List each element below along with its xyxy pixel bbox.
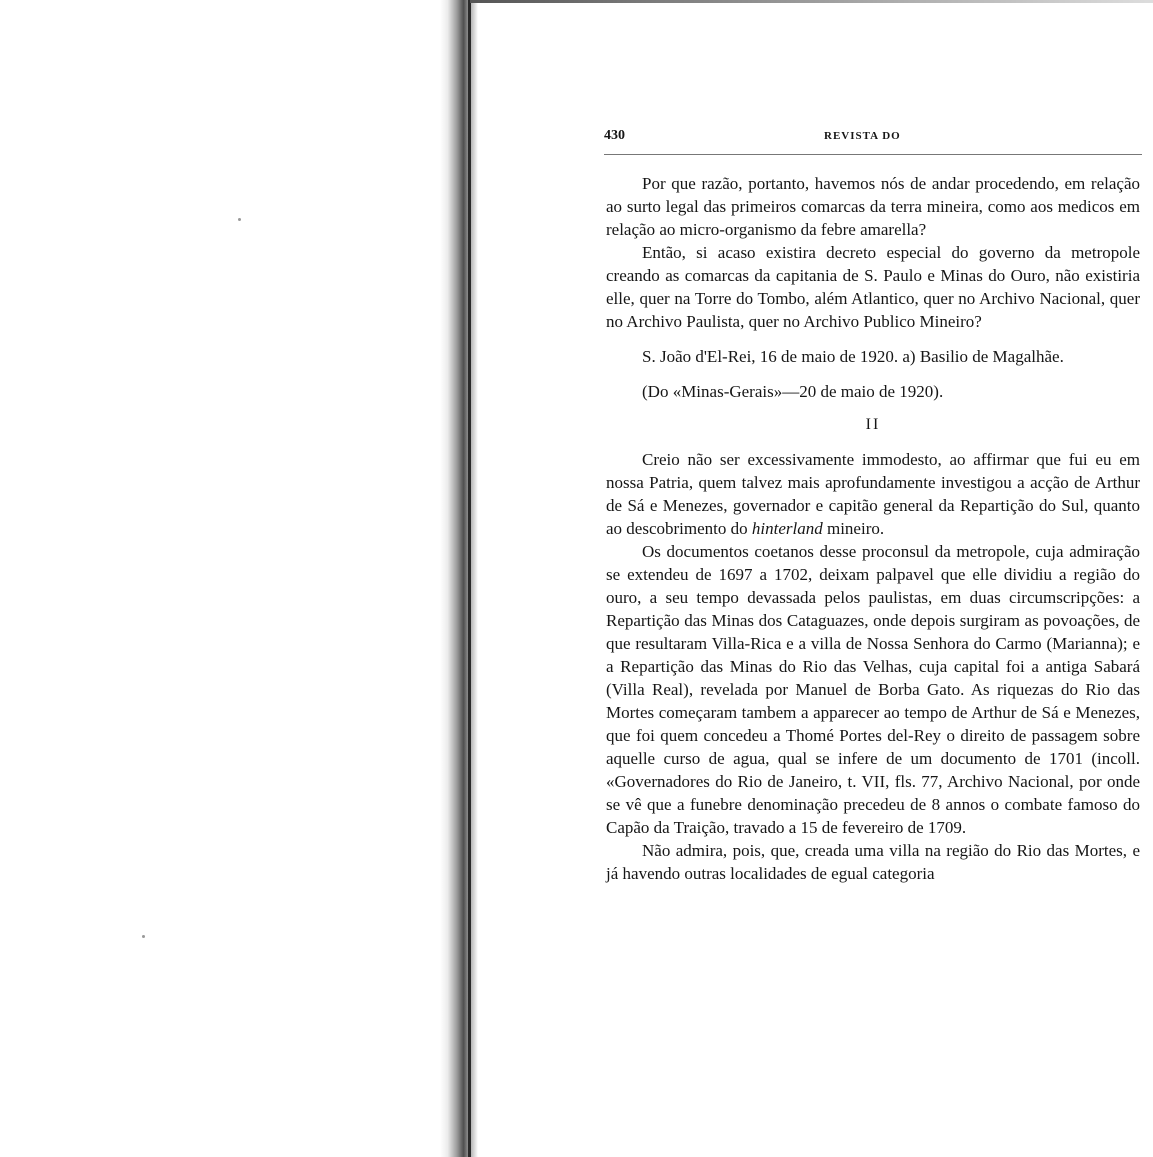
paragraph-documentos: Os documentos coetanos desse proconsul da metropole, cuja admiração se extendeu de 1697 a 1702, deixam palpavel que elle dividiu a região do ouro, a seu tempo devassada pelos paulistas, em duas circumscripções: a Repartição das Minas dos Cataguazes, onde depois surgiram as povoações, de que resultaram Villa-Rica e a villa de Nossa Senhora do Carmo (Marianna); e a Repartição das Minas do Rio das Velhas, cuja capital foi a antiga Sabará (Villa Real), revelada por Manuel de Borba Gato. As riquezas do Rio das Mortes começaram tambem a apparecer ao tempo de Arthur de Sá e Menezes, que foi quem concedeu a Thomé Portes del-Rey o direito de passagem sobre aquelle curso de agua, qual se infere de um documento de 1701 (incoll. «Governadores do Rio de Janeiro, t. VII, fls. 77, Archivo Nacional, por onde se vê que a funebre denominação precedeu de 8 annos o combate famoso do Capão da Traição, travado a 15 de fevereiro de 1709. bbox=[606, 542, 1140, 837]
page-number: 430 bbox=[604, 128, 625, 143]
page-top-edge bbox=[470, 0, 1153, 3]
paragraph-creio bbox=[606, 448, 1140, 540]
paragraph-nao-admira: Não admira, pois, que, creada uma villa na região do Rio das Mortes, e já havendo outras localidades de egual categoria bbox=[606, 841, 1140, 883]
journal-title: REVISTA DO bbox=[824, 130, 901, 142]
page-inner-edge bbox=[468, 0, 471, 1157]
paragraph-creio-text: Creio não ser excessivamente immodesto, ao affirmar que fui eu em nossa Patria, quem talvez mais aprofundamente investigou a acção de Arthur de Sá e Menezes, governador e capitão general da Repartição do Sul, quanto ao descobrimento do bbox=[606, 450, 1140, 538]
paragraph-decreto: Então, si acaso existira decreto especial do governo da metropole creando as comarcas da capitania de S. Paulo e Minas do Ouro, não existiria elle, quer na Torre do Tombo, além Atlantico, quer no Archivo Nacional, quer no Archivo Paulista, quer no Archivo Publico Mineiro? bbox=[606, 243, 1140, 331]
book-spine-shadow bbox=[440, 0, 478, 1157]
running-head bbox=[604, 128, 1142, 155]
scan-speck bbox=[238, 218, 241, 221]
scan-speck bbox=[142, 935, 145, 938]
paragraph-signature: S. João d'El-Rei, 16 de maio de 1920. a) Basilio de Magalhãe. bbox=[642, 347, 1064, 366]
paragraph-source: (Do «Minas-Gerais»—20 de maio de 1920). bbox=[642, 382, 944, 401]
section-number: II bbox=[865, 416, 881, 433]
italic-term: hinterland bbox=[751, 519, 823, 538]
paragraph-creio-end: mineiro. bbox=[826, 519, 885, 538]
paragraph-razao: Por que razão, portanto, havemos nós de andar procedendo, em relação ao surto legal das primeiros comarcas da terra mineira, como aos medicos em relação ao micro-organismo da febre amarella? bbox=[606, 174, 1140, 239]
article-text bbox=[606, 172, 1140, 885]
